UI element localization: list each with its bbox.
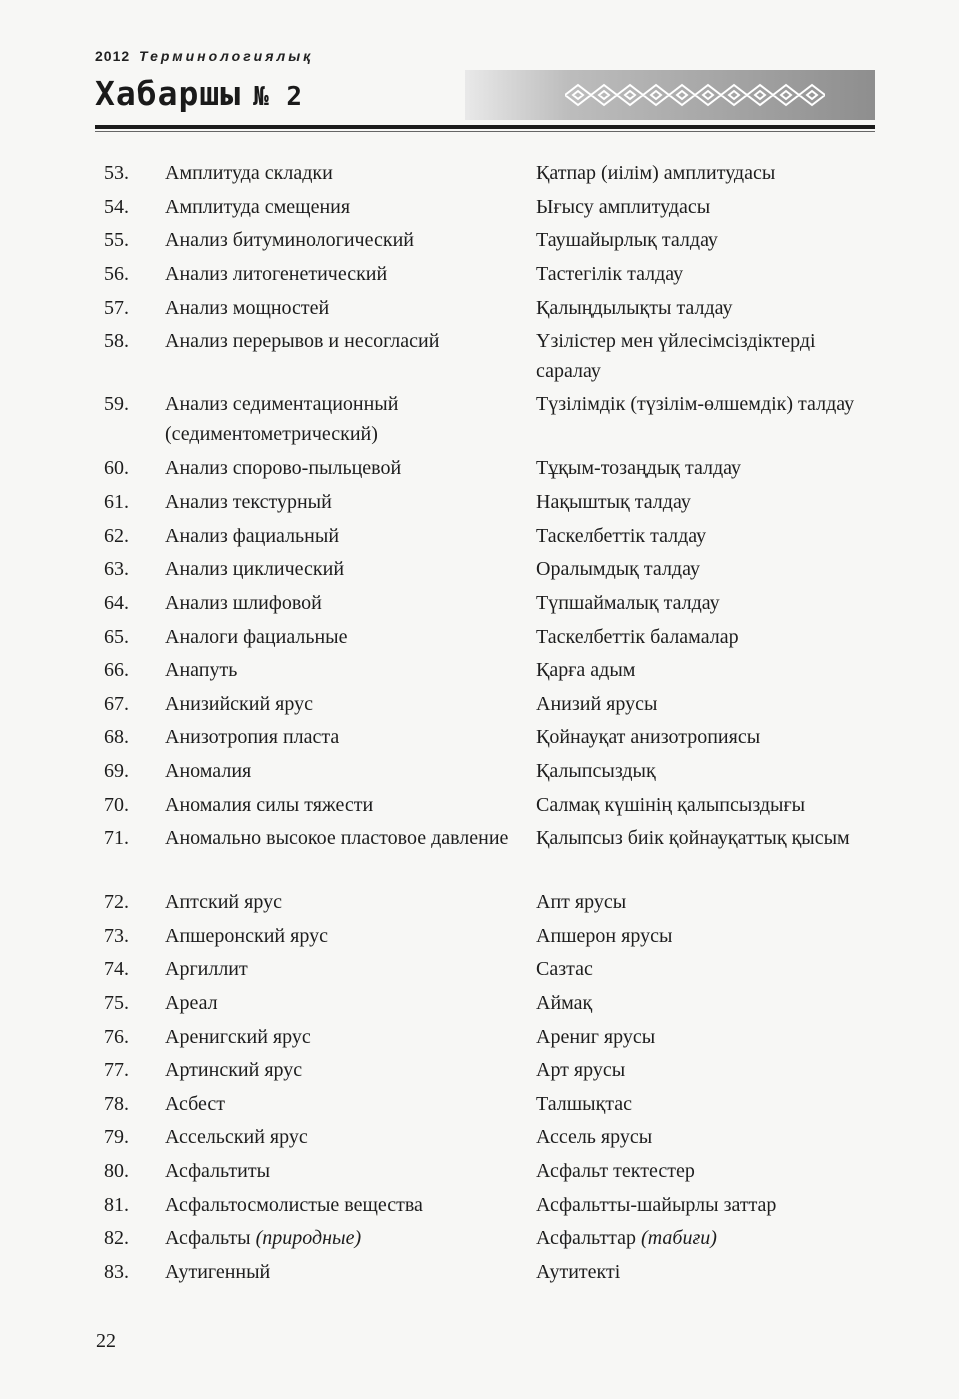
entry-number: 81.	[104, 1194, 129, 1216]
glossary-entry	[0, 655, 959, 689]
header-rule-thick	[95, 125, 875, 129]
glossary-entry	[0, 1055, 959, 1089]
term-kazakh: Арениг ярусы	[536, 1026, 656, 1048]
term-russian: Анализ литогенетический	[165, 263, 388, 285]
glossary-entry	[0, 921, 959, 954]
term-kazakh: Қатпар (иілім) амплитудасы	[536, 162, 776, 184]
entry-number: 60.	[104, 457, 129, 479]
term-russian: Анализ шлифовой	[165, 592, 322, 614]
entry-number: 58.	[104, 330, 129, 352]
term-kazakh: Түпшаймалық талдау	[536, 592, 720, 614]
entry-number: 64.	[104, 592, 129, 614]
term-russian: Асфальтиты	[165, 1160, 271, 1182]
glossary-entry	[0, 689, 959, 722]
journal-title-text: Хабаршы	[95, 74, 242, 113]
term-russian: Аномалия силы тяжести	[165, 794, 374, 816]
term-kazakh: Таушайырлық талдау	[536, 229, 718, 251]
term-kazakh: Нақыштық талдау	[536, 491, 691, 513]
term-russian: Аргиллит	[165, 958, 248, 980]
term-russian: Анализ перерывов и несогласий	[165, 330, 440, 352]
term-russian: Амплитуда складки	[165, 162, 333, 184]
glossary-entry	[0, 756, 959, 790]
glossary-list	[0, 158, 959, 1291]
term-kazakh: Түзілімдік (түзілім-өлшемдік) талдау	[536, 393, 855, 415]
term-russian: Анизийский ярус	[165, 693, 313, 715]
entry-number: 70.	[104, 794, 129, 816]
glossary-entry	[0, 954, 959, 988]
glossary-entry	[0, 622, 959, 655]
entry-number: 83.	[104, 1261, 129, 1283]
term-kazakh: Ассель ярусы	[536, 1126, 653, 1148]
term-kazakh: Ығысу амплитудасы	[536, 196, 711, 218]
glossary-entry	[0, 158, 959, 192]
glossary-entry	[0, 988, 959, 1022]
entry-number: 73.	[104, 925, 129, 947]
entry-number: 56.	[104, 263, 129, 285]
journal-header	[95, 48, 875, 120]
term-russian: Анализ битуминологический	[165, 229, 414, 251]
page-number: 22	[96, 1330, 116, 1352]
term-kazakh: Оралымдық талдау	[536, 558, 700, 580]
term-kazakh: Арт ярусы	[536, 1059, 626, 1081]
term-russian: Анализ мощностей	[165, 297, 330, 319]
term-kazakh-main: Асфальттар	[536, 1227, 637, 1249]
term-kazakh: Қарға адым	[536, 659, 636, 681]
entry-number: 57.	[104, 297, 129, 319]
term-kazakh: Асфальтты-шайырлы заттар	[536, 1194, 777, 1216]
journal-year: 2012	[95, 48, 131, 64]
term-kazakh: Тастегілік талдау	[536, 263, 684, 285]
glossary-entry	[0, 453, 959, 487]
entry-number: 79.	[104, 1126, 129, 1148]
glossary-entry	[0, 1257, 959, 1291]
entry-number: 66.	[104, 659, 129, 681]
glossary-entry	[0, 790, 959, 823]
term-russian: Асбест	[165, 1093, 225, 1115]
term-russian: Аптский ярус	[165, 891, 282, 913]
term-kazakh: Асфальт тектестер	[536, 1160, 695, 1182]
entry-number: 75.	[104, 992, 129, 1014]
term-kazakh: Таскелбеттік талдау	[536, 525, 707, 547]
term-kazakh: Қалыпсыз биік қойнауқаттық қысым	[536, 827, 850, 849]
term-russian: Анализ седиментационный (седиментометрический)	[165, 393, 399, 445]
term-russian: Анализ спорово-пыльцевой	[165, 457, 402, 479]
journal-series-line	[95, 48, 875, 68]
entry-number: 67.	[104, 693, 129, 715]
header-rule-thin	[95, 131, 875, 132]
glossary-entry	[0, 1122, 959, 1156]
term-kazakh: Салмақ күшінің қалыпсыздығы	[536, 794, 806, 816]
term-russian: Амплитуда смещения	[165, 196, 351, 218]
term-kazakh-qualifier: (табиғи)	[641, 1227, 717, 1249]
entry-number: 65.	[104, 626, 129, 648]
term-kazakh: Таскелбеттік баламалар	[536, 626, 739, 648]
term-kazakh: Үзілістер мен үйлесімсіздіктерді саралау	[536, 330, 816, 382]
glossary-entry	[0, 259, 959, 293]
term-russian: Анизотропия пласта	[165, 726, 340, 748]
entry-number: 63.	[104, 558, 129, 580]
glossary-entry	[0, 823, 959, 887]
entry-number: 82.	[104, 1227, 129, 1249]
term-kazakh: Аутитекті	[536, 1261, 621, 1283]
term-russian: Анализ фациальный	[165, 525, 340, 547]
term-russian: Аутигенный	[165, 1261, 271, 1283]
entry-number: 76.	[104, 1026, 129, 1048]
glossary-entry	[0, 588, 959, 622]
journal-series: Терминологиялық	[139, 48, 314, 64]
entry-number: 78.	[104, 1093, 129, 1115]
glossary-entry	[0, 1089, 959, 1122]
term-kazakh: Апт ярусы	[536, 891, 627, 913]
glossary-entry	[0, 1223, 959, 1257]
glossary-entry	[0, 1022, 959, 1055]
glossary-entry	[0, 1190, 959, 1223]
term-kazakh: Тұқым-тозаңдық талдау	[536, 457, 742, 479]
entry-number: 53.	[104, 162, 129, 184]
term-russian: Асфальтосмолистые вещества	[165, 1194, 423, 1216]
term-kazakh: Қалыңдылықты талдау	[536, 297, 733, 319]
entry-number: 68.	[104, 726, 129, 748]
glossary-entry	[0, 554, 959, 588]
term-russian: Аномально высокое пластовое давление	[165, 827, 509, 849]
glossary-entry	[0, 1156, 959, 1190]
term-kazakh: Қойнауқат анизотропиясы	[536, 726, 761, 748]
term-russian: Аренигский ярус	[165, 1026, 311, 1048]
entry-number: 69.	[104, 760, 129, 782]
term-russian	[165, 1223, 510, 1253]
entry-number: 55.	[104, 229, 129, 251]
term-russian: Ареал	[165, 992, 218, 1014]
term-russian: Артинский ярус	[165, 1059, 303, 1081]
term-russian: Анализ текстурный	[165, 491, 332, 513]
journal-issue: № 2	[253, 82, 304, 112]
entry-number: 77.	[104, 1059, 129, 1081]
journal-title	[95, 74, 303, 113]
term-russian: Анализ циклический	[165, 558, 345, 580]
term-kazakh	[536, 1223, 866, 1253]
term-russian: Анапуть	[165, 659, 238, 681]
term-kazakh: Анизий ярусы	[536, 693, 658, 715]
term-kazakh: Аймақ	[536, 992, 593, 1014]
glossary-entry	[0, 487, 959, 521]
term-kazakh: Қалыпсыздық	[536, 760, 656, 782]
entry-number: 62.	[104, 525, 129, 547]
glossary-entry	[0, 293, 959, 326]
glossary-entry	[0, 521, 959, 554]
term-russian-qualifier: (природные)	[255, 1227, 362, 1249]
entry-number: 71.	[104, 827, 129, 849]
glossary-entry	[0, 192, 959, 225]
term-russian: Ассельский ярус	[165, 1126, 308, 1148]
glossary-entry	[0, 722, 959, 756]
term-russian: Апшеронский ярус	[165, 925, 328, 947]
glossary-entry	[0, 326, 959, 389]
term-kazakh: Талшықтас	[536, 1093, 633, 1115]
entry-number: 74.	[104, 958, 129, 980]
entry-number: 59.	[104, 393, 129, 415]
entry-number: 54.	[104, 196, 129, 218]
term-kazakh: Апшерон ярусы	[536, 925, 673, 947]
glossary-entry	[0, 225, 959, 259]
term-russian: Аналоги фациальные	[165, 626, 348, 648]
entry-number: 61.	[104, 491, 129, 513]
term-kazakh: Сазтас	[536, 958, 593, 980]
entry-number: 72.	[104, 891, 129, 913]
ornament-pattern-icon	[565, 82, 825, 108]
term-russian: Аномалия	[165, 760, 252, 782]
entry-number: 80.	[104, 1160, 129, 1182]
term-russian-main: Асфальты	[165, 1227, 251, 1249]
glossary-entry	[0, 887, 959, 921]
ornament-band	[465, 70, 875, 120]
glossary-entry	[0, 389, 959, 453]
